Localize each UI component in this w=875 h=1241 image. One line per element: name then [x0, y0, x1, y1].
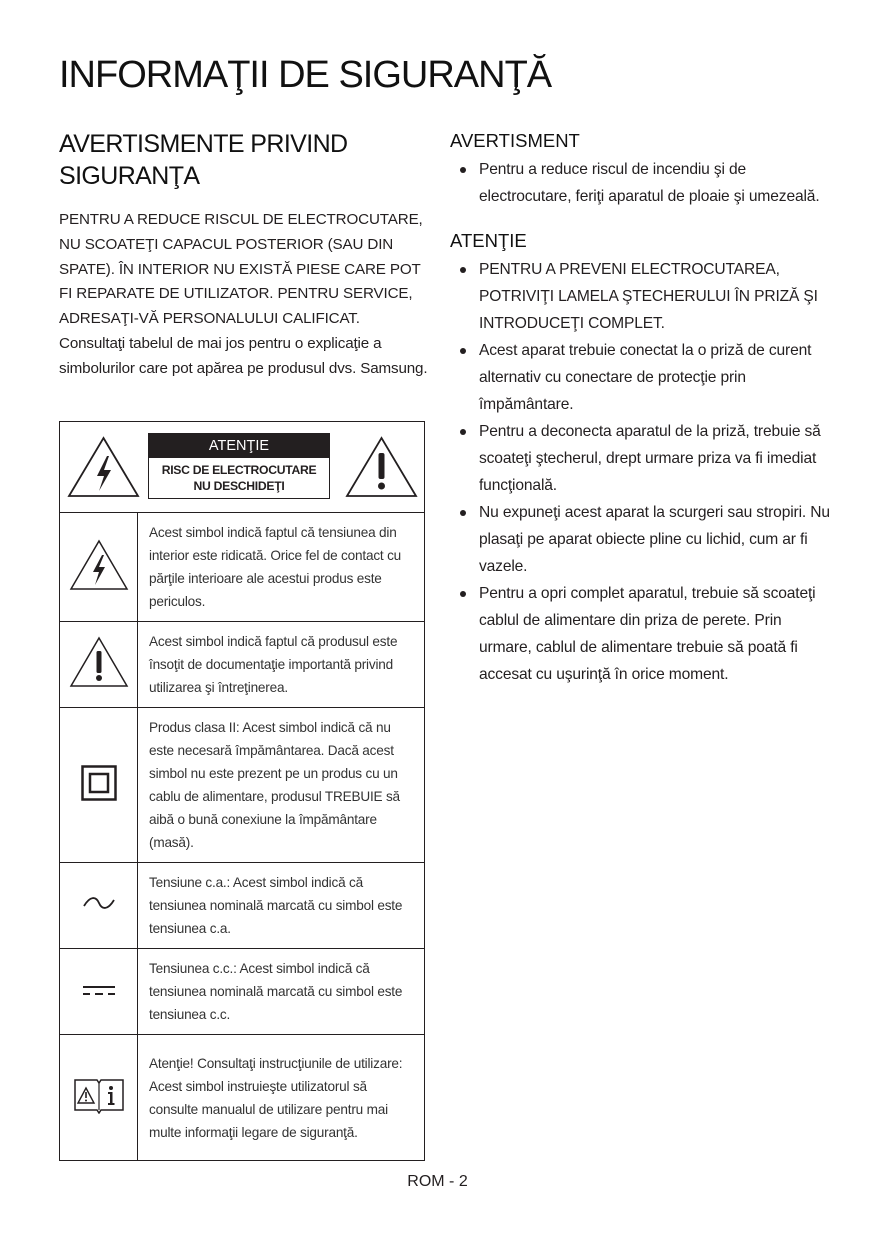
list-item: Pentru a reduce riscul de incendiu şi de electrocutare, feriţi aparatul de ploaie şi umezeală.	[450, 156, 830, 210]
table-row	[60, 1035, 425, 1161]
table-header-row	[60, 422, 425, 513]
list-item: Nu expuneţi acest aparat la scurgeri sau stropiri. Nu plasaţi pe aparat obiecte pline cu lichid, cum ar fi vazele.	[450, 499, 830, 580]
right-column	[450, 128, 830, 706]
intro-text: Consultaţi tabelul de mai jos pentru o explicaţie a simbolurilor care pot apărea pe produsul dvs. Samsung.	[59, 334, 428, 377]
symbol-table	[59, 421, 425, 1161]
symbol-description: Acest simbol indică faptul că produsul este însoţit de documentaţie importantă privind utilizarea şi întreţinerea.	[138, 622, 425, 708]
page-number: ROM - 2	[407, 1173, 468, 1190]
warning-heading: AVERTISMENT	[450, 130, 580, 151]
symbol-description: Atenţie! Consultaţi instrucţiunile de utilizare: Acest simbol instruieşte utilizatorul să consulte manualul de utilizare pentru mai multe informaţii legare de siguranţă.	[138, 1035, 425, 1161]
symbol-description: Produs clasa II: Acest simbol indică că nu este necesară împământarea. Dacă acest simbol nu este prezent pe un produs cu un cablu de alimentare, produsul TREBUIE să aibă o bună conexiune la împământare (masă).	[138, 708, 425, 863]
dc-voltage-icon	[60, 949, 138, 1035]
table-row	[60, 863, 425, 949]
table-row	[60, 513, 425, 622]
caution-label-line1: RISC DE ELECTROCUTARE	[161, 463, 317, 477]
caution-label-box	[148, 433, 330, 499]
caution-heading: ATENŢIE	[450, 230, 527, 251]
table-row	[60, 622, 425, 708]
symbol-description: Tensiunea c.c.: Acest simbol indică că tensiunea nominală marcată cu simbol este tensiunea c.c.	[138, 949, 425, 1035]
table-row	[60, 949, 425, 1035]
caution-label-line2: NU DESCHIDEŢI	[193, 479, 285, 493]
caution-list	[450, 256, 830, 688]
exclamation-warning-icon	[60, 622, 138, 708]
lightning-warning-icon	[60, 513, 138, 622]
page-title: INFORMAŢII DE SIGURANŢĂ	[59, 54, 552, 96]
symbol-description: Acest simbol indică faptul că tensiunea din interior este ridicată. Orice fel de contact cu părţile interioare ale acestui produs este periculos.	[138, 513, 425, 622]
list-item: Pentru a opri complet aparatul, trebuie să scoateţi cablul de alimentare din priza de perete. Prin urmare, cablul de alimentare trebuie să poată fi accesat cu uşurinţă în orice moment.	[450, 580, 830, 688]
lightning-warning-icon	[66, 435, 141, 504]
list-item: PENTRU A PREVENI ELECTROCUTAREA, POTRIVIŢI LAMELA ŞTECHERULUI ÎN PRIZĂ ŞI INTRODUCEŢI COMPLET.	[450, 256, 830, 337]
safety-warnings-heading: AVERTISMENTE PRIVIND SIGURANŢA	[59, 130, 348, 190]
table-row	[60, 708, 425, 863]
caution-label-text	[149, 458, 329, 494]
symbol-description: Tensiune c.a.: Acest simbol indică că tensiunea nominală marcată cu simbol este tensiunea c.a.	[138, 863, 425, 949]
table-header-cell	[60, 422, 425, 513]
intro-uppercase-text: PENTRU A REDUCE RISCUL DE ELECTROCUTARE, NU SCOATEŢI CAPACUL POSTERIOR (SAU DIN SPATE). ÎN INTERIOR NU EXISTĂ PIESE CARE POT FI REPARATE DE UTILIZATOR. PENTRU SERVICE, ADRESAŢI-VĂ PERSONALULUI CALIFICAT.	[59, 211, 423, 328]
caution-label-title: ATENŢIE	[149, 434, 329, 458]
exclamation-warning-icon	[344, 435, 419, 504]
ac-voltage-icon	[60, 863, 138, 949]
list-item: Acest aparat trebuie conectat la o priză de curent alternativ cu conectare de protecţie prin împământare.	[450, 337, 830, 418]
list-item: Pentru a deconecta aparatul de la priză, trebuie să scoateţi ştecherul, drept urmare priza va fi imediat funcţională.	[450, 418, 830, 499]
class-ii-double-square-icon	[60, 708, 138, 863]
manual-info-icon	[60, 1035, 138, 1161]
left-column	[59, 128, 429, 382]
warning-list	[450, 156, 830, 210]
